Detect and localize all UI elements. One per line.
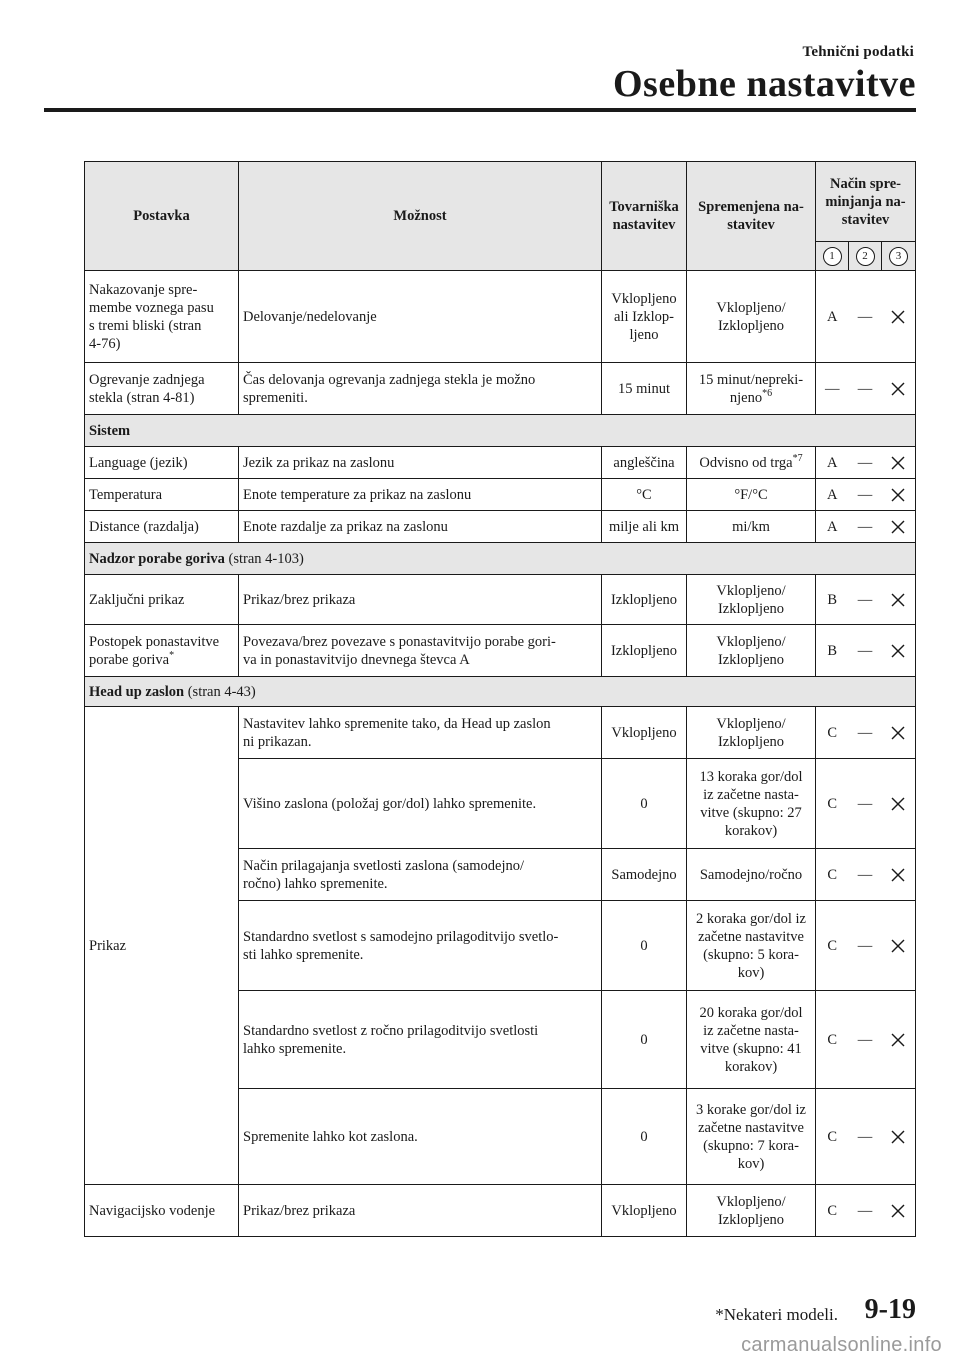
cell-factory: Izklopljeno <box>602 625 687 677</box>
method-sub-2 <box>849 242 882 271</box>
cell-method-3 <box>882 575 916 625</box>
cell-method-3 <box>882 759 916 849</box>
col-header-changed: Spremenjena na- stavitev <box>687 162 816 271</box>
cell-item <box>85 625 239 677</box>
cell-method-1: C <box>816 1089 849 1185</box>
cell-changed: Vklopljeno/ Izklopljeno <box>687 625 816 677</box>
table-row <box>85 707 916 759</box>
cell-method-1: A <box>816 479 849 511</box>
circled-number-3: 3 <box>889 247 908 266</box>
cell-method-1: C <box>816 901 849 991</box>
cell-factory: Vklopljeno <box>602 707 687 759</box>
cell-item: Nakazovanje spre- membe voznega pasu s tremi bliski (stran 4-76) <box>85 271 239 363</box>
cell-method-2: — <box>849 1185 882 1237</box>
cell-method-3 <box>882 901 916 991</box>
cell-method-1: C <box>816 707 849 759</box>
cell-option: Prikaz/brez prikaza <box>239 575 602 625</box>
cell-method-3 <box>882 363 916 415</box>
cell-factory: 15 minut <box>602 363 687 415</box>
cell-method-1: C <box>816 849 849 901</box>
section-row-sistem <box>85 415 916 447</box>
cell-item: Temperatura <box>85 479 239 511</box>
section-reference: (stran 4-43) <box>184 683 256 700</box>
table-row <box>85 363 916 415</box>
not-available-icon <box>890 487 906 503</box>
not-available-icon <box>890 725 906 741</box>
cell-item: Ogrevanje zadnjega stekla (stran 4-81) <box>85 363 239 415</box>
cell-method-2: — <box>849 363 882 415</box>
not-available-icon <box>890 938 906 954</box>
not-available-icon <box>890 1203 906 1219</box>
not-available-icon <box>890 309 906 325</box>
cell-option: Nastavitev lahko spremenite tako, da Head up zaslon ni prikazan. <box>239 707 602 759</box>
cell-changed: mi/km <box>687 511 816 543</box>
cell-option: Višino zaslona (položaj gor/dol) lahko spremenite. <box>239 759 602 849</box>
cell-method-1: A <box>816 447 849 479</box>
cell-option: Delovanje/nedelovanje <box>239 271 602 363</box>
cell-method-1: A <box>816 271 849 363</box>
section-title: Head up zaslon <box>89 683 185 700</box>
cell-method-2: — <box>849 625 882 677</box>
table-row <box>85 625 916 677</box>
cell-option: Enote temperature za prikaz na zaslonu <box>239 479 602 511</box>
method-sub-3 <box>882 242 916 271</box>
cell-factory: °C <box>602 479 687 511</box>
cell-changed <box>687 447 816 479</box>
section-label <box>85 543 916 575</box>
not-available-icon <box>890 519 906 535</box>
cell-method-3 <box>882 707 916 759</box>
cell-item: Distance (razdalja) <box>85 511 239 543</box>
cell-option: Standardno svetlost z ročno prilagoditvijo svetlosti lahko spremenite. <box>239 991 602 1089</box>
cell-factory: angleščina <box>602 447 687 479</box>
cell-method-1: C <box>816 1185 849 1237</box>
not-available-icon <box>890 643 906 659</box>
not-available-icon <box>890 592 906 608</box>
cell-factory: milje ali km <box>602 511 687 543</box>
cell-option: Prikaz/brez prikaza <box>239 1185 602 1237</box>
cell-factory: Vklopljeno ali Izklop- ljeno <box>602 271 687 363</box>
col-header-item: Postavka <box>85 162 239 271</box>
cell-factory: Samodejno <box>602 849 687 901</box>
footnote-text: *Nekateri modeli. <box>715 1305 838 1324</box>
cell-method-3 <box>882 511 916 543</box>
section-row-fuel <box>85 543 916 575</box>
cell-option: Enote razdalje za prikaz na zaslonu <box>239 511 602 543</box>
section-label <box>85 677 916 707</box>
cell-method-1: B <box>816 575 849 625</box>
cell-method-2: — <box>849 271 882 363</box>
cell-option: Čas delovanja ogrevanja zadnjega stekla je možno spremeniti. <box>239 363 602 415</box>
cell-method-2: — <box>849 901 882 991</box>
circled-number-1: 1 <box>823 247 842 266</box>
cell-option: Povezava/brez povezave s ponastavitvijo porabe gori- va in ponastavitvijo dnevnega števca A <box>239 625 602 677</box>
cell-method-1: A <box>816 511 849 543</box>
method-sub-1 <box>816 242 849 271</box>
cell-method-1: C <box>816 991 849 1089</box>
cell-method-2: — <box>849 707 882 759</box>
cell-method-3 <box>882 1089 916 1185</box>
header-rule <box>44 108 916 112</box>
cell-changed: 3 korake gor/dol iz začetne nastavitve (skupno: 7 kora- kov) <box>687 1089 816 1185</box>
col-header-method: Način spre- minjanja na- stavitev <box>816 162 916 242</box>
changed-text: Odvisno od trga <box>699 454 793 471</box>
cell-changed: Vklopljeno/ Izklopljeno <box>687 1185 816 1237</box>
cell-method-2: — <box>849 479 882 511</box>
section-title: Sistem <box>89 422 131 439</box>
cell-item: Language (jezik) <box>85 447 239 479</box>
cell-factory: 0 <box>602 901 687 991</box>
cell-method-2: — <box>849 447 882 479</box>
cell-factory: 0 <box>602 1089 687 1185</box>
cell-factory: 0 <box>602 759 687 849</box>
cell-changed: Vklopljeno/ Izklopljeno <box>687 271 816 363</box>
table-row <box>85 1185 916 1237</box>
cell-method-2: — <box>849 1089 882 1185</box>
not-available-icon <box>890 867 906 883</box>
settings-table <box>84 161 916 1237</box>
cell-method-2: — <box>849 849 882 901</box>
table-row <box>85 511 916 543</box>
col-header-option: Možnost <box>239 162 602 271</box>
section-label: Tehnični podatki <box>802 44 914 60</box>
cell-changed: 2 koraka gor/dol iz začetne nastavitve (skupno: 5 kora- kov) <box>687 901 816 991</box>
cell-changed: Vklopljeno/ Izklopljeno <box>687 707 816 759</box>
cell-changed <box>687 363 816 415</box>
cell-option: Spremenite lahko kot zaslona. <box>239 1089 602 1185</box>
cell-item: Prikaz <box>85 707 239 1185</box>
cell-changed: Vklopljeno/ Izklopljeno <box>687 575 816 625</box>
cell-changed: Samodejno/ročno <box>687 849 816 901</box>
cell-method-1: C <box>816 759 849 849</box>
cell-method-3 <box>882 479 916 511</box>
cell-method-2: — <box>849 511 882 543</box>
watermark-text: carmanualsonline.info <box>741 1334 942 1356</box>
table-row <box>85 271 916 363</box>
col-header-factory: Tovarniška nastavitev <box>602 162 687 271</box>
cell-method-1: — <box>816 363 849 415</box>
cell-item: Navigacijsko vodenje <box>85 1185 239 1237</box>
cell-method-2: — <box>849 575 882 625</box>
cell-method-3 <box>882 849 916 901</box>
not-available-icon <box>890 455 906 471</box>
circled-number-2: 2 <box>856 247 875 266</box>
footnote-mark: *6 <box>762 387 773 399</box>
cell-method-3 <box>882 447 916 479</box>
table-row <box>85 447 916 479</box>
not-available-icon <box>890 381 906 397</box>
not-available-icon <box>890 796 906 812</box>
cell-option: Jezik za prikaz na zaslonu <box>239 447 602 479</box>
changed-text: 15 minut/nepreki- njeno <box>698 371 804 406</box>
cell-factory: Vklopljeno <box>602 1185 687 1237</box>
section-row-hud <box>85 677 916 707</box>
page-title: Osebne nastavitve <box>613 63 916 105</box>
cell-option: Način prilagajanja svetlosti zaslona (samodejno/ ročno) lahko spremenite. <box>239 849 602 901</box>
cell-factory: Izklopljeno <box>602 575 687 625</box>
cell-item: Zaključni prikaz <box>85 575 239 625</box>
cell-method-2: — <box>849 991 882 1089</box>
not-available-icon <box>890 1129 906 1145</box>
footnote-mark: *7 <box>792 452 803 464</box>
cell-changed: °F/°C <box>687 479 816 511</box>
cell-method-1: B <box>816 625 849 677</box>
cell-method-3 <box>882 991 916 1089</box>
table-row <box>85 479 916 511</box>
cell-option: Standardno svetlost s samodejno prilagoditvijo svetlo- sti lahko spremenite. <box>239 901 602 991</box>
cell-changed: 20 koraka gor/dol iz začetne nasta- vitve (skupno: 41 korakov) <box>687 991 816 1089</box>
section-label <box>85 415 916 447</box>
cell-changed: 13 koraka gor/dol iz začetne nasta- vitve (skupno: 27 korakov) <box>687 759 816 849</box>
cell-method-3 <box>882 271 916 363</box>
not-available-icon <box>890 1032 906 1048</box>
cell-factory: 0 <box>602 991 687 1089</box>
section-title: Nadzor porabe goriva <box>89 550 225 567</box>
page-number: 9-19 <box>864 1294 916 1325</box>
cell-method-3 <box>882 625 916 677</box>
cell-method-3 <box>882 1185 916 1237</box>
item-text: Postopek ponastavitve porabe goriva <box>89 633 220 668</box>
table-row <box>85 575 916 625</box>
cell-method-2: — <box>849 759 882 849</box>
section-reference: (stran 4-103) <box>224 550 304 567</box>
footnote-mark: * <box>169 649 175 661</box>
